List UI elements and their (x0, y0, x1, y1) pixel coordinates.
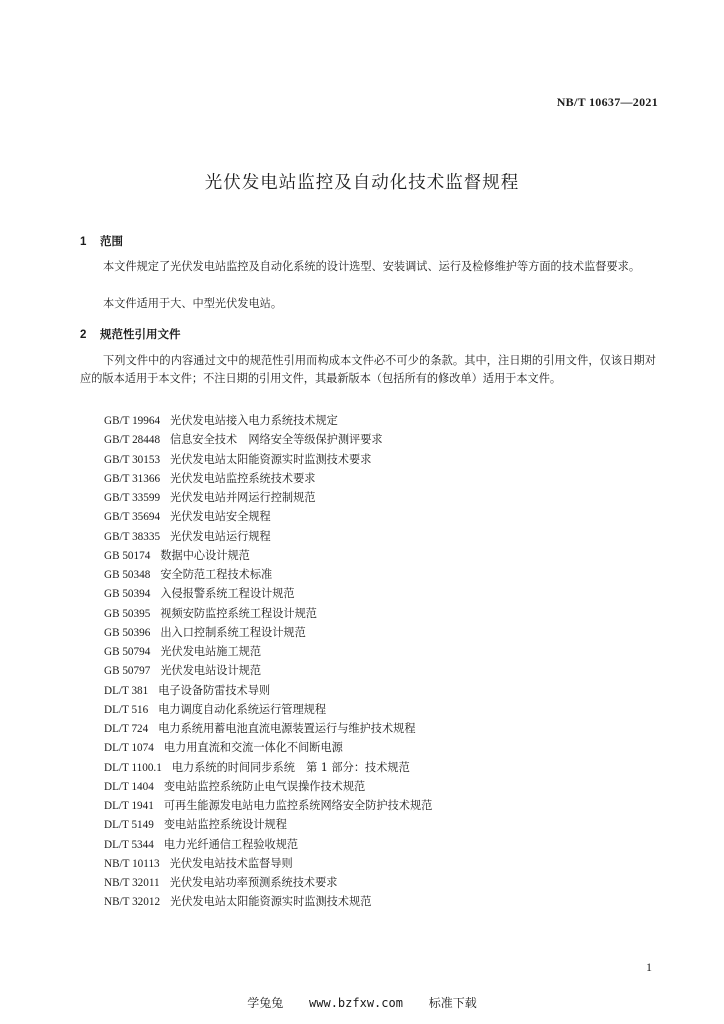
reference-item (104, 488, 432, 507)
reference-item (104, 892, 432, 911)
reference-code: NB/T 10113 (104, 857, 160, 870)
reference-item (104, 642, 432, 661)
section-2-number: 2 (80, 329, 87, 341)
reference-item (104, 873, 432, 892)
reference-title: 光伏发电站监控系统技术要求 (170, 471, 316, 485)
reference-code: GB/T 31366 (104, 472, 161, 485)
reference-code: DL/T 1404 (104, 780, 154, 793)
reference-code: GB 50395 (104, 607, 151, 620)
reference-title: 电力系统的时间同步系统 第 1 部分：技术规范 (171, 760, 410, 774)
reference-title: 光伏发电站并网运行控制规范 (170, 491, 316, 504)
footer-url[interactable]: www.bzfxw.com (309, 996, 403, 1010)
reference-title: 光伏发电站功率预测系统技术要求 (169, 876, 338, 889)
reference-code: DL/T 1074 (104, 742, 154, 755)
reference-item (104, 854, 432, 873)
reference-item (104, 661, 432, 680)
reference-code: GB 50174 (104, 549, 151, 562)
reference-code: GB/T 35694 (104, 511, 161, 524)
reference-item (104, 565, 432, 584)
reference-item (104, 411, 432, 430)
reference-item (104, 815, 432, 834)
reference-code: GB/T 30153 (104, 453, 161, 466)
reference-item (104, 546, 432, 565)
reference-list (104, 411, 432, 912)
reference-code: DL/T 5344 (104, 838, 154, 851)
reference-title: 电力光纤通信工程验收规范 (163, 837, 299, 851)
reference-code: GB/T 33599 (104, 492, 161, 504)
reference-code: DL/T 1941 (104, 800, 154, 812)
reference-title: 电子设备防雷技术导则 (158, 683, 271, 697)
section-1-number: 1 (80, 236, 87, 248)
reference-code: DL/T 1100.1 (104, 761, 162, 774)
reference-title: 光伏发电站技术监督导则 (169, 856, 293, 870)
reference-item (104, 777, 432, 796)
reference-title: 变电站监控系统设计规程 (163, 818, 287, 832)
section-2-title: 规范性引用文件 (100, 327, 181, 341)
reference-code: NB/T 32012 (104, 896, 161, 909)
reference-code: NB/T 32011 (104, 877, 160, 889)
reference-item (104, 623, 432, 642)
reference-code: GB 50396 (104, 626, 151, 639)
reference-item (104, 430, 432, 449)
reference-code: GB/T 28448 (104, 434, 161, 447)
reference-title: 入侵报警系统工程设计规范 (160, 587, 295, 601)
section-2-heading (80, 326, 181, 342)
section-1-paragraph-1: 本文件规定了光伏发电站监控及自动化系统的设计选型、安装调试、运行及检修维护等方面的技术监督要求。 (103, 260, 641, 273)
reference-item (104, 584, 432, 603)
reference-item (104, 450, 432, 469)
reference-item (104, 681, 432, 700)
reference-code: DL/T 5149 (104, 819, 154, 832)
reference-item (104, 738, 432, 757)
reference-title: 变电站监控系统防止电气误操作技术规范 (163, 779, 366, 793)
page-number: 1 (646, 960, 652, 974)
reference-item (104, 700, 432, 719)
reference-title: 电力系统用蓄电池直流电源装置运行与维护技术规程 (158, 722, 416, 735)
reference-title: 光伏发电站安全规程 (170, 510, 271, 524)
reference-item (104, 758, 432, 777)
reference-code: GB 50348 (104, 569, 151, 581)
reference-title: 光伏发电站施工规范 (160, 645, 262, 658)
footer-slogan: 标准下载 (428, 996, 477, 1010)
reference-code: DL/T 381 (104, 684, 149, 697)
section-2-intro: 下列文件中的内容通过文中的规范性引用而构成本文件必不可少的条款。其中，注日期的引用文件，仅该日期对应的版本适用于本文件；不注日期的引用文件，其最新版本（包括所有的修改单）适用于本文件。 (80, 354, 656, 385)
reference-title: 光伏发电站运行规程 (170, 529, 271, 543)
section-1-title: 范围 (100, 234, 123, 248)
standard-code: NB/T 10637—2021 (556, 95, 658, 109)
reference-title: 电力用直流和交流一体化不间断电源 (163, 741, 343, 755)
reference-code: GB/T 38335 (104, 530, 161, 543)
reference-title: 安全防范工程技术标准 (160, 568, 273, 581)
reference-title: 光伏发电站太阳能资源实时监测技术规范 (170, 895, 372, 909)
reference-code: GB/T 19964 (104, 415, 161, 427)
reference-title: 出入口控制系统工程设计规范 (160, 625, 306, 639)
reference-item (104, 527, 432, 546)
reference-title: 电力调度自动化系统运行管理规程 (158, 702, 327, 716)
reference-code: GB 50394 (104, 588, 151, 601)
reference-title: 信息安全技术 网络安全等级保护测评要求 (170, 433, 383, 447)
reference-title: 可再生能源发电站电力监控系统网络安全防护技术规范 (163, 799, 433, 812)
reference-item (104, 796, 432, 815)
reference-code: DL/T 516 (104, 703, 149, 716)
reference-title: 光伏发电站设计规范 (160, 664, 262, 678)
footer-watermark (0, 994, 724, 1011)
reference-item (104, 469, 432, 488)
reference-item (104, 719, 432, 738)
reference-item (104, 835, 432, 854)
reference-code: DL/T 724 (104, 723, 149, 735)
reference-code: GB 50794 (104, 646, 151, 658)
section-1-heading (80, 233, 123, 249)
reference-title: 视频安防监控系统工程设计规范 (160, 606, 317, 620)
reference-title: 光伏发电站接入电力系统技术规定 (170, 414, 338, 427)
reference-item (104, 604, 432, 623)
section-1-paragraph-2: 本文件适用于大、中型光伏发电站。 (103, 297, 283, 310)
footer-site-name: 学兔兔 (247, 996, 284, 1010)
reference-title: 光伏发电站太阳能资源实时监测技术要求 (170, 452, 372, 466)
document-title: 光伏发电站监控及自动化技术监督规程 (204, 172, 520, 193)
reference-item (104, 507, 432, 526)
reference-code: GB 50797 (104, 665, 151, 678)
reference-title: 数据中心设计规范 (160, 548, 250, 562)
